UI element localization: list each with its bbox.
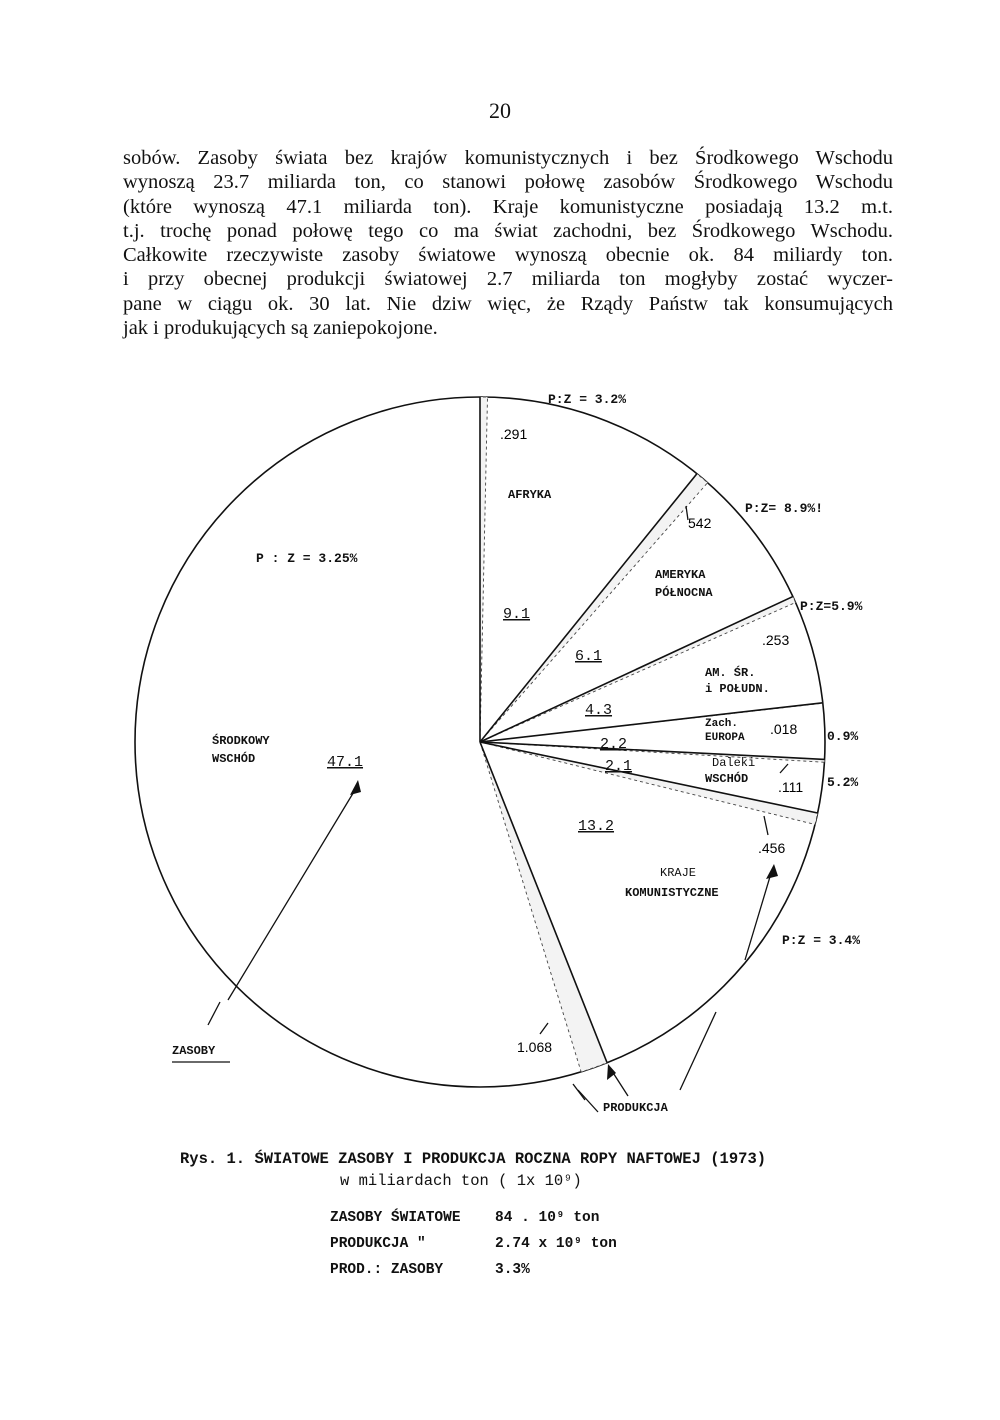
body-line: Całkowite rzeczywiste zasoby światowe wynoszą obecnie ok. 84 miliardy ton. — [123, 244, 893, 267]
reserve-label: 2.1 — [605, 758, 633, 775]
figure-caption — [180, 1148, 766, 1192]
label-south-america: i POŁUDN. — [705, 682, 770, 696]
slice-boundary — [480, 742, 825, 759]
slice-boundary — [480, 742, 607, 1063]
production-label: 1.068 — [517, 1039, 553, 1055]
reserve-label: 2.2 — [600, 736, 628, 753]
summary-value: 2.74 x 10⁹ ton — [495, 1236, 617, 1252]
label-africa: AFRYKA — [508, 488, 552, 502]
body-line: t.j. trochę ponad połowę tego co ma świat zachodni, bez Środkowego Wschodu. — [123, 219, 893, 242]
summary-value: 84 . 10⁹ ton — [495, 1210, 600, 1226]
caption-line — [180, 1148, 766, 1170]
production-label: .018 — [770, 721, 798, 737]
production-label: 542 — [688, 515, 712, 531]
body-line: wynoszą 23.7 miliarda ton, co stanowi połowę zasobów Środkowego Wschodu — [123, 171, 893, 194]
label-communist: KRAJE — [660, 866, 697, 880]
reserve-label: 47.1 — [327, 754, 364, 771]
ratio-label: P:Z= 8.9%! — [745, 501, 824, 516]
body-line: jak i produkujących są zaniepokojone. — [123, 317, 438, 340]
ratio-label: P:Z=5.9% — [800, 599, 863, 614]
label-far-east: WSCHÓD — [705, 772, 749, 786]
summary-row — [330, 1205, 617, 1231]
zasoby-pointer — [208, 790, 355, 1025]
ratio-label: P:Z = 3.2% — [548, 392, 627, 407]
label-europe: EUROPA — [705, 732, 745, 744]
caption-title: ŚWIATOWE ZASOBY I PRODUKCJA ROCZNA ROPY NAFTOWEJ — [254, 1150, 701, 1168]
ratio-label: P : Z = 3.25% — [256, 551, 358, 566]
legend-zasoby: ZASOBY — [172, 1044, 216, 1058]
page-number: 20 — [489, 98, 511, 123]
arrowhead — [766, 864, 778, 879]
summary-table — [330, 1205, 617, 1283]
arrowhead — [350, 780, 361, 795]
production-wedge — [480, 742, 818, 824]
production-label: .111 — [778, 779, 804, 795]
summary-value: 3.3% — [495, 1262, 530, 1278]
production-wedge — [480, 397, 488, 742]
summary-label: PRODUKCJA " — [330, 1236, 426, 1252]
summary-row — [330, 1231, 617, 1257]
label-north-america: PÓŁNOCNA — [655, 586, 713, 600]
label-south-america: AM. ŚR. — [705, 666, 756, 680]
body-line: sobów. Zasoby świata bez krajów komunistycznych i bez Środkowego Wschodu — [123, 147, 893, 169]
label-communist: KOMUNISTYCZNE — [625, 886, 719, 900]
caption-subtitle: w miliardach ton ( 1x 10⁹) — [340, 1172, 582, 1190]
reserve-label: 13.2 — [578, 818, 615, 835]
slice-boundary — [480, 742, 818, 813]
ratio-label: P:Z = 3.4% — [782, 933, 861, 948]
summary-row — [330, 1257, 617, 1283]
caption-prefix: Rys. 1. — [180, 1150, 246, 1168]
body-text — [123, 146, 893, 340]
label-europe: Zach. — [705, 718, 739, 730]
reserve-label: 6.1 — [575, 648, 603, 665]
ratio-label: 5.2% — [827, 775, 859, 790]
production-label: .456 — [758, 840, 786, 856]
summary-label: PROD.: ZASOBY — [330, 1262, 444, 1278]
body-line: i przy obecnej produkcji światowej 2.7 miliarda ton mogłyby zostać wyczer- — [123, 268, 893, 291]
ratio-label: 0.9% — [827, 729, 859, 744]
reserve-label: 9.1 — [503, 606, 531, 623]
production-label: .253 — [762, 632, 790, 648]
body-line: (które wynoszą 47.1 miliarda ton). Kraje komunistyczne posiadają 13.2 m.t. — [123, 195, 893, 218]
caption-year: (1973) — [710, 1150, 767, 1168]
arrowhead — [607, 1064, 616, 1080]
pie-chart — [0, 380, 1000, 1140]
label-far-east: Daleki — [712, 756, 756, 770]
label-middle-east: ŚRODKOWY — [212, 734, 270, 748]
production-label: .291 — [500, 426, 528, 442]
summary-label: ZASOBY ŚWIATOWE — [330, 1210, 461, 1226]
reserve-label: 4.3 — [585, 702, 613, 719]
legend-produkcja: PRODUKCJA — [603, 1101, 668, 1115]
label-middle-east: WSCHÓD — [212, 752, 256, 766]
body-line: pane w ciągu ok. 30 lat. Nie dziw więc, że Rządy Państw tak konsumujących — [123, 292, 893, 315]
label-north-america: AMERYKA — [655, 568, 706, 582]
